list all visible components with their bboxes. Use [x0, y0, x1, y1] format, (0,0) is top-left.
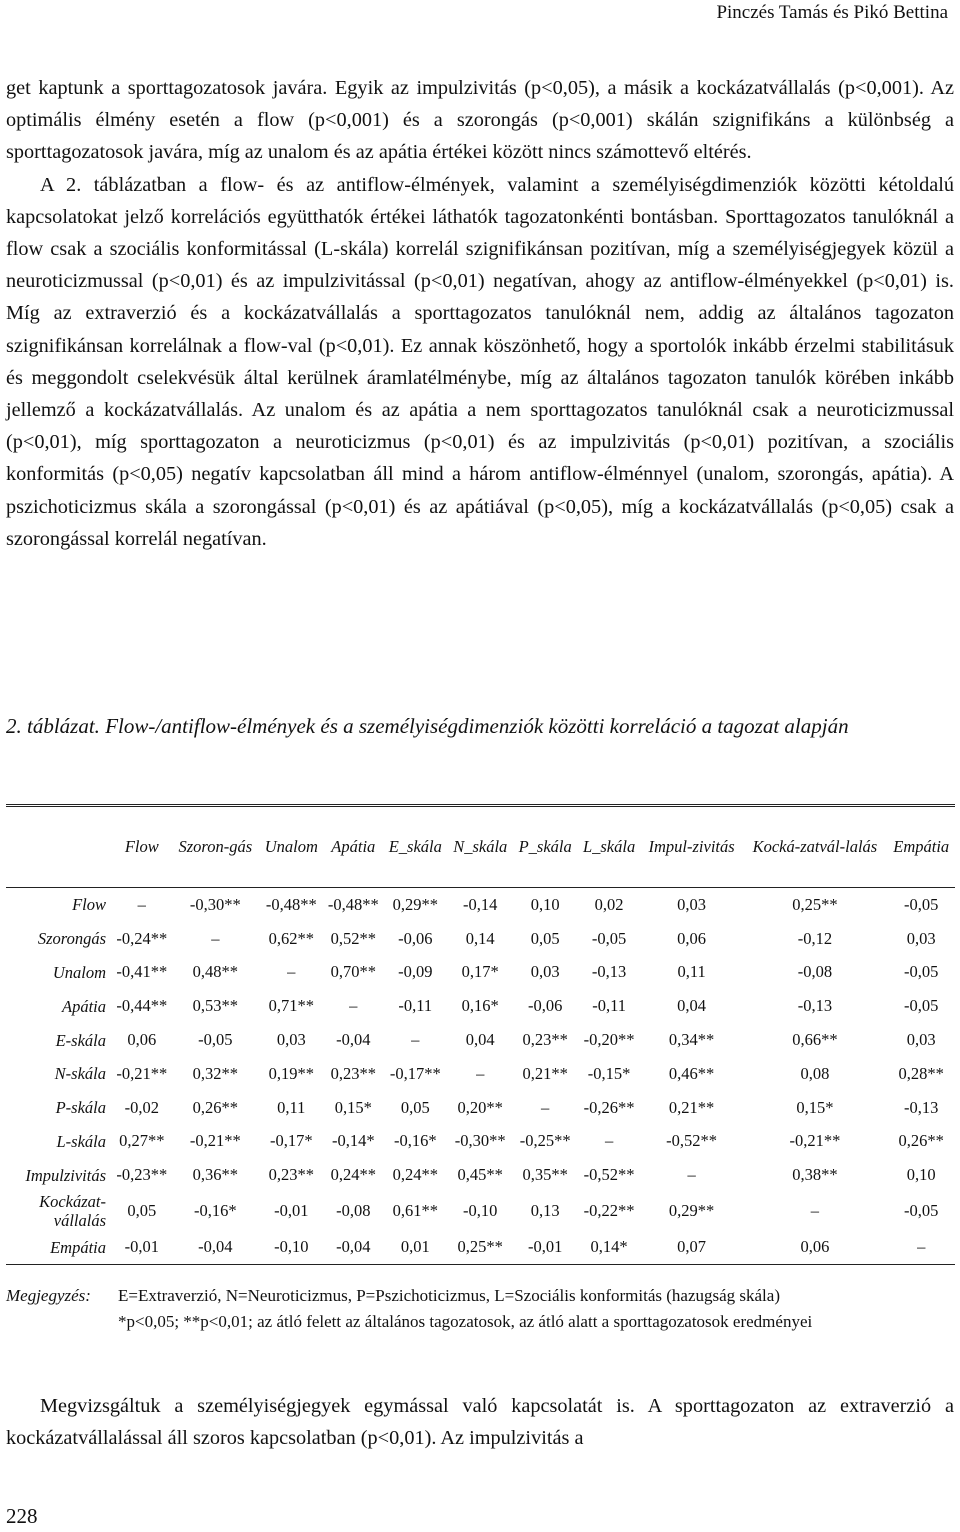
row-label: E-skála	[55, 1030, 106, 1050]
table-cell: 0,11	[277, 1097, 306, 1117]
table-cell: 0,05	[127, 1201, 157, 1221]
table-cell: -0,15*	[587, 1063, 631, 1083]
table-cell: -0,01	[513, 1230, 577, 1264]
note-line-2: *p<0,05; **p<0,01; az átló felett az általános tagozatosok, az átló alatt a sporttagozatosok eredményei	[118, 1312, 813, 1331]
table-cell: -0,16*	[194, 1201, 237, 1221]
correlation-table	[6, 807, 955, 1265]
row-label: Empátia	[6, 1230, 112, 1264]
table-cell: -0,44**	[116, 996, 168, 1016]
table-cell: -0,04	[172, 1230, 260, 1264]
table-cell: –	[411, 1030, 420, 1050]
column-header: Unalom	[259, 807, 323, 888]
table-cell: 0,61**	[392, 1201, 438, 1221]
table-cell: 0,21**	[668, 1097, 715, 1117]
table-cell: -0,05	[904, 1201, 939, 1221]
table-caption-title: Flow-/antiflow-élmények és a személyiségdimenziók közötti korreláció a tagozat alapján	[105, 714, 849, 738]
table-cell: 0,35**	[522, 1165, 568, 1185]
table-cell: -0,25**	[519, 1131, 571, 1151]
table-cell: -0,21**	[116, 1063, 168, 1083]
table-cell: 0,29**	[668, 1201, 715, 1221]
table-caption-number: 2. táblázat.	[6, 714, 100, 738]
table-cell: 0,38**	[792, 1165, 838, 1185]
column-header: Szoron-gás	[172, 807, 260, 888]
table-cell: -0,21**	[189, 1131, 241, 1151]
table-cell: 0,11	[677, 962, 706, 982]
table-cell: -0,12	[797, 928, 833, 948]
table-header-row	[6, 807, 955, 888]
column-header: Impul-zivitás	[641, 807, 743, 888]
column-header: Empátia	[887, 807, 955, 888]
table-cell: -0,52**	[583, 1165, 635, 1185]
table-cell: 0,06	[742, 1230, 887, 1264]
table-cell: -0,13	[904, 1097, 939, 1117]
table-cell: 0,25**	[448, 1230, 513, 1264]
table-cell: 0,25**	[792, 894, 838, 914]
table-row	[6, 1230, 955, 1264]
row-label: Apátia	[62, 996, 106, 1016]
table-cell: 0,08	[800, 1063, 830, 1083]
table-cell: 0,01	[383, 1230, 447, 1264]
table-cell: -0,48**	[265, 894, 317, 914]
table-cell: -0,24**	[116, 928, 168, 948]
table-cell: -0,20**	[583, 1030, 635, 1050]
table-row	[6, 989, 955, 1023]
table-cell: 0,23**	[268, 1165, 314, 1185]
table-cell: 0,19**	[268, 1063, 314, 1083]
column-header: Kocká-zatvál-lalás	[742, 807, 887, 888]
page-number: 228	[6, 1504, 38, 1528]
table-cell: 0,23**	[522, 1030, 568, 1050]
table-cell: -0,48**	[327, 894, 379, 914]
table-cell: -0,11	[592, 996, 626, 1016]
table-row	[6, 1192, 955, 1230]
table-cell: 0,05	[530, 928, 560, 948]
table-cell: 0,48**	[192, 962, 239, 982]
table-row	[6, 1057, 955, 1091]
table-cell: 0,16*	[461, 996, 499, 1016]
table-cell: -0,16*	[393, 1131, 437, 1151]
table-cell: -0,10	[463, 1201, 498, 1221]
table-cell: 0,26**	[192, 1097, 239, 1117]
column-header: E_skála	[383, 807, 447, 888]
row-label: Unalom	[52, 962, 106, 982]
running-header: Pinczés Tamás és Pikó Bettina	[716, 2, 948, 23]
table-cell: 0,06	[127, 1030, 157, 1050]
paragraph-1-text: get kaptunk a sporttagozatosok javára. Egyik az impulzivitás (p<0,05), a másik a kockázatvállalás (p<0,001). Az optimális élmény esetén a flow (p<0,001) és a szorongás (p<0,001) skálán szignifikáns a különbség a sporttagozatosok javára, míg az unalom és az apátia értékei között nincs számottevő eltérés.	[6, 77, 954, 164]
table-cell: -0,52**	[666, 1131, 718, 1151]
table-corner-cell	[6, 807, 112, 888]
table-cell: 0,62**	[268, 928, 314, 948]
table-cell: -0,05	[198, 1030, 233, 1050]
table-cell: 0,24**	[330, 1165, 376, 1185]
table-row	[6, 922, 955, 956]
table-cell: -0,04	[324, 1230, 384, 1264]
table-cell: 0,03	[276, 1030, 306, 1050]
table-cell: 0,03	[906, 1030, 936, 1050]
table-cell: –	[476, 1063, 485, 1083]
table-cell: 0,45**	[457, 1165, 503, 1185]
table-cell: -0,05	[904, 894, 939, 914]
row-label: Impulzivitás	[25, 1165, 106, 1185]
table-cell: 0,15*	[796, 1097, 834, 1117]
table-cell: -0,01	[274, 1201, 309, 1221]
paragraph-2-text: A 2. táblázatban a flow- és az antiflow-élmények, valamint a személyiségdimenziók közötti kétoldalú kapcsolatokat jelző korrelációs együtthatók értékei láthatók tagozatonkénti bontásban. Sporttagozatos tanulóknál a flow csak a szociális konformitással (L-skála) korrelál szignifikánsan pozitívan, míg a személyiségjegyek közül a neuroticizmussal (p<0,01) és az impulzivitással (p<0,01) negatívan, ahogy az antiflow-élményekkel (p<0,01) is. Míg az extraverzió és a kockázatvállalás a sporttagozatos tanulóknál nem, addig az általános tagozaton szignifikánsan korrelálnak a flow-val (p<0,01). Ez annak köszönhető, hogy a sportolók inkább érzelmi stabilitásuk és meggondolt cselekvésük által kerülnek áramlatélménybe, míg az általános tagozaton tanulók körében inkább jellemző a kockázatvállalás. Az unalom és az apátia a nem sporttagozatos tanulóknál csak a neuroticizmussal (p<0,01), míg sporttagozaton a neuroticizmus (p<0,01) és az impulzivitás (p<0,01) pozitívan, a szociális konformitás (p<0,05) negatív kapcsolatban áll mind a három antiflow-élménnyel (unalom, szorongás, apátia). A pszichoticizmus skála a szorongással (p<0,01) és az apátiával (p<0,05), míg a kockázatvállalás (p<0,05) csak a szorongással korrelál negatívan.	[6, 173, 954, 550]
table-cell: 0,02	[594, 894, 624, 914]
note-content	[118, 1283, 956, 1335]
table-cell: 0,14	[465, 928, 495, 948]
table-cell: 0,17*	[461, 962, 499, 982]
table-cell: 0,24**	[392, 1165, 438, 1185]
table-note	[6, 1283, 956, 1335]
table-cell: -0,17**	[389, 1063, 441, 1083]
table-cell: 0,14*	[577, 1230, 640, 1264]
table-cell: -0,11	[398, 996, 433, 1016]
table-cell: -0,06	[398, 928, 433, 948]
note-line-1: E=Extraverzió, N=Neuroticizmus, P=Pszichoticizmus, L=Szociális konformitás (hazugság skála)	[118, 1286, 780, 1305]
row-label: Flow	[72, 895, 106, 915]
table-cell: 0,10	[530, 894, 560, 914]
table-cell: –	[137, 894, 146, 914]
table-cell: –	[287, 962, 296, 982]
table-cell: 0,53**	[192, 996, 239, 1016]
table-cell: –	[687, 1165, 696, 1185]
table-cell: -0,23**	[116, 1165, 168, 1185]
table-cell: -0,17*	[269, 1131, 313, 1151]
row-label: P-skála	[55, 1098, 106, 1118]
table-row	[6, 1091, 955, 1125]
table-cell: -0,06	[527, 996, 563, 1016]
row-label: L-skála	[56, 1131, 106, 1151]
paragraph-3: Megvizsgáltuk a személyiségjegyek egymással való kapcsolatát is. A sporttagozaton az extraverzió a kockázatvállalással áll szoros kapcsolatban (p<0,01). Az impulzivitás a	[6, 1395, 954, 1450]
table-cell: -0,05	[904, 996, 939, 1016]
table-cell: –	[211, 928, 220, 948]
table-cell: -0,26**	[583, 1097, 635, 1117]
table-cell: -0,09	[398, 962, 433, 982]
column-header: N_skála	[448, 807, 513, 888]
table-cell: -0,30**	[189, 894, 241, 914]
table-cell: 0,20**	[457, 1097, 503, 1117]
table-cell: 0,03	[530, 962, 560, 982]
table-row	[6, 1125, 955, 1159]
table-row	[6, 956, 955, 990]
table-cell: -0,08	[797, 962, 833, 982]
column-header: P_skála	[513, 807, 577, 888]
table-cell: -0,13	[797, 996, 833, 1016]
row-label: Szorongás	[37, 929, 106, 949]
table-cell: -0,22**	[583, 1201, 635, 1221]
table-cell: 0,03	[677, 894, 707, 914]
table-cell: 0,66**	[792, 1030, 838, 1050]
table-cell: 0,34**	[668, 1030, 715, 1050]
table-row	[6, 1023, 955, 1057]
table-cell: -0,13	[591, 962, 627, 982]
table-cell: 0,06	[677, 928, 707, 948]
table-cell: –	[349, 996, 358, 1016]
row-label: N-skála	[54, 1064, 106, 1084]
table-cell: -0,05	[904, 962, 939, 982]
table-cell: -0,04	[336, 1030, 371, 1050]
correlation-table-container	[6, 804, 955, 1265]
table-cell: 0,10	[906, 1165, 936, 1185]
table-cell: -0,02	[124, 1097, 159, 1117]
table-cell: -0,08	[336, 1201, 371, 1221]
table-cell: –	[810, 1201, 820, 1221]
table-cell: 0,27**	[119, 1131, 165, 1151]
row-label: Kockázat-vállalás	[39, 1192, 106, 1231]
table-row	[6, 888, 955, 922]
table-cell: 0,29**	[392, 894, 438, 914]
table-cell: -0,14*	[331, 1131, 375, 1151]
table-cell: 0,28**	[898, 1063, 944, 1083]
table-caption	[6, 711, 954, 742]
column-header: L_skála	[577, 807, 640, 888]
table-cell: -0,05	[591, 928, 627, 948]
table-cell: -0,01	[112, 1230, 172, 1264]
table-cell: -0,14	[463, 894, 498, 914]
table-row	[6, 1158, 955, 1192]
table-cell: –	[604, 1131, 614, 1151]
table-cell: 0,04	[465, 1030, 495, 1050]
table-cell: -0,10	[259, 1230, 323, 1264]
table-body	[6, 888, 955, 1265]
table-cell: 0,23**	[330, 1063, 376, 1083]
table-cell: 0,15*	[334, 1097, 372, 1117]
table-cell: 0,70**	[330, 962, 376, 982]
table-cell: –	[541, 1097, 550, 1117]
table-cell: 0,05	[400, 1097, 430, 1117]
table-cell: 0,26**	[898, 1131, 944, 1151]
note-label: Megjegyzés:	[6, 1286, 91, 1305]
table-cell: -0,41**	[116, 962, 168, 982]
table-cell: -0,30**	[454, 1131, 506, 1151]
paragraph-1	[6, 72, 954, 555]
table-cell: –	[887, 1230, 955, 1264]
table-cell: 0,71**	[268, 996, 314, 1016]
table-cell: 0,52**	[330, 928, 376, 948]
table-cell: 0,07	[641, 1230, 743, 1264]
column-header: Flow	[112, 807, 172, 888]
table-cell: 0,04	[677, 996, 707, 1016]
table-cell: 0,03	[906, 928, 936, 948]
table-cell: 0,36**	[192, 1165, 239, 1185]
table-cell: 0,21**	[522, 1063, 568, 1083]
table-cell: 0,32**	[192, 1063, 239, 1083]
table-cell: -0,21**	[789, 1131, 841, 1151]
column-header: Apátia	[324, 807, 384, 888]
table-cell: 0,46**	[668, 1063, 715, 1083]
table-cell: 0,13	[530, 1201, 560, 1221]
